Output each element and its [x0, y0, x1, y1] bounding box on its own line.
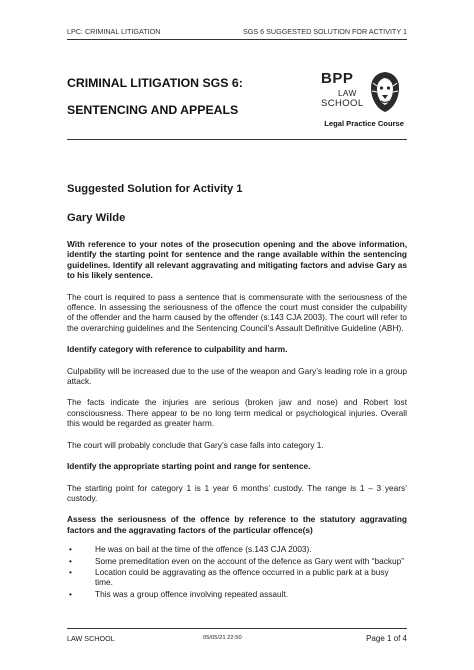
footer-left: LAW SCHOOL — [67, 634, 115, 643]
page-number: Page 1 of 4 — [366, 634, 407, 643]
subheading-category: Identify category with reference to culpability and harm. — [67, 344, 288, 355]
paragraph-category-conclusion: The court will probably conclude that Gary’s case falls into category 1. — [67, 439, 324, 450]
paragraph-seriousness: The court is required to pass a sentence that is commensurate with the seriousness of the offence. In assessing the seriousness of the offence the court must consider the culpability of the offender and the harm caused by the offender (s.143 CJA 2003). The court will refer to the overarching guidelines and the Sentencing Council’s Assault Definitive Guideline (ABH). — [67, 291, 407, 333]
document-subtitle: SENTENCING AND APPEALS — [67, 103, 239, 117]
running-header — [67, 27, 407, 36]
section-heading: Suggested Solution for Activity 1 — [67, 183, 243, 195]
bullet-icon: • — [69, 566, 72, 577]
course-label: Legal Practice Course — [324, 119, 404, 128]
task-instruction: With reference to your notes of the prosecution opening and the above information, identify the starting point for sentence and the range available within the sentencing guidelines. Identify all relevant aggravating and mitigating factors and advise Gary as to his likely sentence. — [67, 239, 407, 281]
bullet-icon: • — [69, 555, 72, 566]
paragraph-starting-point: The starting point for category 1 is 1 year 6 months’ custody. The range is 1 – 3 years’ custody. — [67, 482, 407, 503]
list-item: • This was a group offence involving repeated assault. — [69, 588, 289, 599]
lion-head-icon — [368, 71, 402, 113]
logo-school-text: SCHOOL — [321, 98, 364, 109]
header-divider — [67, 39, 407, 40]
header-left: LPC: CRIMINAL LITIGATION — [67, 27, 161, 36]
subheading-starting-point: Identify the appropriate starting point and range for sentence. — [67, 461, 311, 472]
aggravating-factors-list — [67, 544, 407, 599]
title-block — [67, 76, 243, 117]
bullet-icon: • — [69, 544, 72, 555]
title-divider — [67, 139, 407, 140]
paragraph-culpability: Culpability will be increased due to the use of the weapon and Gary’s leading role in a group attack. — [67, 365, 407, 387]
logo-law-text: LAW — [338, 88, 357, 98]
paragraph-harm: The facts indicate the injuries are serious (broken jaw and nose) and Robert lost consciousness. There appear to be no long term medical or psychological injuries. Overall this would be regarded as greater harm. — [67, 397, 407, 429]
logo-bpp-text: BPP — [321, 70, 354, 87]
list-item: • He was on bail at the time of the offence (s.143 CJA 2003). — [69, 544, 312, 555]
bpp-law-school-logo — [319, 70, 403, 114]
footer-divider — [67, 628, 407, 629]
document-body — [67, 182, 407, 600]
list-item: • Some premeditation even on the account of the defence as Gary went with “backup” — [69, 555, 405, 566]
bullet-icon: • — [69, 588, 72, 599]
header-right: SGS 6 SUGGESTED SOLUTION FOR ACTIVITY 1 — [242, 27, 407, 36]
document-title: CRIMINAL LITIGATION SGS 6: — [67, 76, 243, 90]
list-item: • Location could be aggravating as the offence occurred in a public park at a busy time. — [69, 566, 389, 588]
subheading-aggravating-factors: Assess the seriousness of the offence by reference to the statutory aggravating factors and the aggravating factors of the particular offence(s) — [67, 514, 407, 535]
footer-date: 05/05/21 22:50 — [203, 635, 242, 641]
client-name: Gary Wilde — [67, 212, 126, 224]
